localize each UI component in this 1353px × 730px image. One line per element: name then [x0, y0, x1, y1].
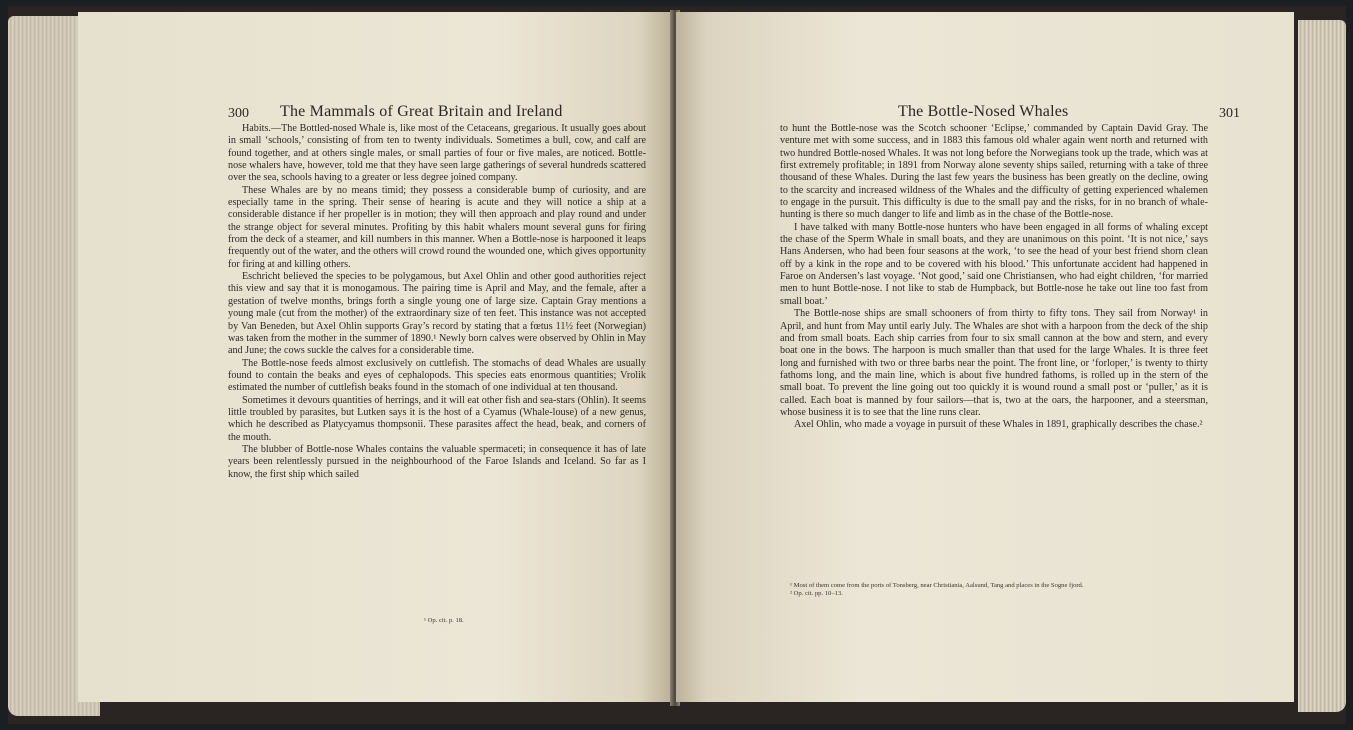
left-running-head: The Mammals of Great Britain and Ireland — [280, 103, 563, 120]
right-footnote-1: ¹ Most of them come from the ports of Tonsberg, near Christiania, Aalsund, Tang and places in the Sogne fjord. — [790, 582, 1084, 589]
left-page — [78, 12, 674, 702]
left-paragraph-6: The blubber of Bottle-nose Whales contains the valuable spermaceti; in consequence it has of late years been relentlessly pursued in the neighbourhood of the Faroe Islands and Iceland. So far as I know, the first ship which sailed — [228, 443, 646, 480]
left-paragraph-1: Habits.—The Bottled-nosed Whale is, like most of the Cetaceans, gregarious. It usually goes about in small ‘schools,’ consisting of from ten to twenty individuals. Sometimes a bull, cow, and calf are found together, and at others single males, or small parties of four or five males, are noticed. Bottle-nose whalers have, however, told me that they have seen large gatherings of several hundreds scattered over the sea, schools having to a greater or less degree joined company. — [228, 123, 646, 184]
right-body-text — [780, 123, 1208, 432]
right-page-edges — [1298, 20, 1346, 712]
left-footnote: ¹ Op. cit. p. 18. — [424, 617, 464, 624]
right-paragraph-3: The Bottle-nose ships are small schooners of from thirty to fifty tons. They sail from Norway¹ in April, and hunt from May until early July. The Whales are shot with a harpoon from the deck of the ship and from small boats. Each ship carries from four to six small cannon at the bow and stern, and every boat one in the bows. The harpoon is much smaller than that used for the large Whales. It is three feet long and furnished with two or three barbs near the point. The front line, or ‘forloper,’ is twenty to thirty fathoms long, and the main line, which is about five hundred fathoms, is rolled up in the stern of the small boat. To prevent the line going out too quickly it is wound round a small post or ‘puller,’ as it is called. Each boat is manned by four sailors—that is, two at the oars, the harpooner, and a steersman, whose business it is to see that the line runs clear. — [780, 308, 1208, 418]
right-footnote-2: ² Op. cit. pp. 10–13. — [790, 590, 843, 597]
right-paragraph-1: to hunt the Bottle-nose was the Scotch schooner ‘Eclipse,’ commanded by Captain David Gray. The venture met with some success, and in 1883 this famous old whaler again went north and returned with two hundred Bottle-nosed Whales. It was not long before the Norwegians took up the trade, which was at first extremely profitable; in 1891 from Norway alone seventy ships sailed, returning with a take of three thousand of these Whales. During the last few years the business has been greatly on the decline, owing to the scarcity and increased wildness of the Whales and the difficulty of getting experienced whalemen to engage in the pursuit. This difficulty is due to the small pay and the risks, for in no branch of whale-hunting is there so much danger to life and limb as in the chase of the Bottle-nose. — [780, 123, 1208, 221]
right-paragraph-4: Axel Ohlin, who made a voyage in pursuit of these Whales in 1891, graphically describes the chase.² — [794, 419, 1203, 431]
left-paragraph-5: Sometimes it devours quantities of herrings, and it will eat other fish and sea-stars (Ohlin). It seems little troubled by parasites, but Lutken says it is the host of a Cyamus (Whale-louse) of a new genus, which he described as Platycyamus thompsonii. These parasites affect the head, beak, and corners of the mouth. — [228, 394, 646, 443]
right-page-number: 301 — [1219, 106, 1240, 121]
right-running-head: The Bottle-Nosed Whales — [898, 103, 1069, 120]
left-body-text — [228, 123, 646, 481]
right-page — [676, 12, 1294, 702]
left-paragraph-4: The Bottle-nose feeds almost exclusively on cuttlefish. The stomachs of dead Whales are usually found to contain the beaks and eyes of cephalopods. This species eats enormous quantities; Vrolik estimated the number of cuttlefish beaks found in the stomach of one individual at ten thousand. — [228, 357, 646, 394]
right-footnotes — [780, 582, 1208, 598]
right-paragraph-2: I have talked with many Bottle-nose hunters who have been engaged in all forms of whaling except the chase of the Sperm Whale in small boats, and they are unanimous on this point. ‘It is not nice,’ says Hans Andersen, who had been four seasons at the work, ‘to see the head of your best friend shorn clean off by a kink in the rope and to be covered with his blood.’ This unfortunate accident had happened in Faroe on Andersen’s last voyage. ‘Not good,’ said one Christiansen, who had eight children, ‘for married men to hunt Bottle-nose. I not like to stab de Humpback, but Bottle-nose he take out line too fast from small boat.’ — [780, 221, 1208, 307]
left-paragraph-3: Eschricht believed the species to be polygamous, but Axel Ohlin and other good authorities reject this view and say that it is monogamous. The pairing time is April and May, and the female, after a gestation of twelve months, brings forth a single young one of large size. Captain Gray mentions a young male (cut from the mother) of the extraordinary size of ten feet. This instance was not accepted by Van Beneden, but Axel Ohlin supports Gray’s record by stating that a fœtus 11½ feet (Norwegian) was taken from the mother in the summer of 1890.¹ Newly born calves were observed by Ohlin in May and June; the cows suckle the calves for a considerable time. — [228, 271, 646, 357]
left-paragraph-2: These Whales are by no means timid; they possess a considerable bump of curiosity, and are especially tame in the spring. Their sense of hearing is acute and they will notice a ship at a considerable distance if her propeller is in motion; they will then approach and play round and under the strange object for several minutes. Profiting by this habit whalers mount several guns for firing from the deck of a steamer, and kill numbers in this manner. When a Bottle-nose is harpooned it leaps frequently out of the water, and the others will crowd round the wounded one, which gives opportunity for firing at and killing others. — [228, 184, 646, 270]
left-page-number: 300 — [228, 106, 249, 121]
